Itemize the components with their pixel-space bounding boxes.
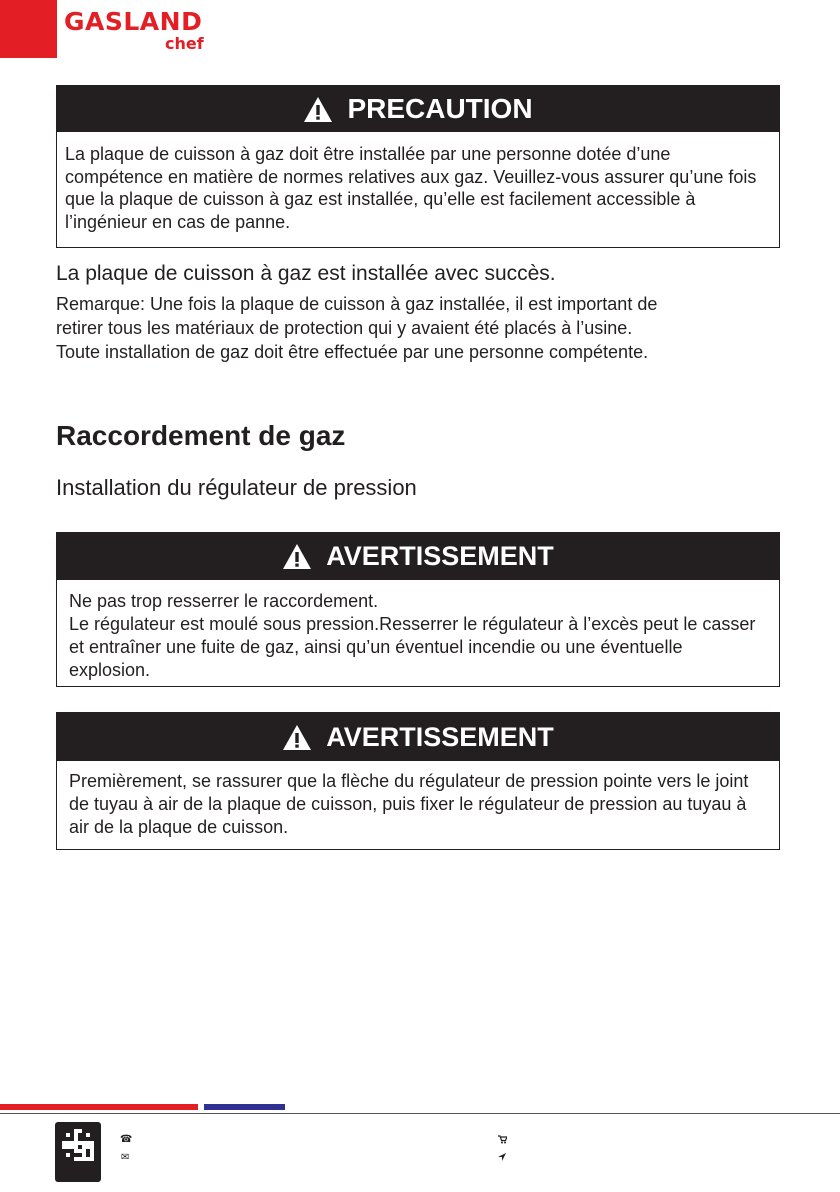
brand-sub: chef — [165, 34, 204, 53]
warning-text-1a: Ne pas trop resserrer le raccordement. — [69, 591, 379, 611]
footer-divider — [0, 1113, 840, 1114]
warning-header-1 — [57, 533, 779, 580]
warning-icon — [303, 96, 333, 123]
warning-header-2 — [57, 713, 779, 761]
brand-name: GASLAND — [64, 7, 203, 36]
phone-icon: ☎ — [120, 1134, 133, 1145]
brand-logo — [64, 7, 204, 53]
warning-icon — [282, 543, 312, 570]
remark-line: Remarque: Une fois la plaque de cuisson à gaz installée, il est important de — [56, 294, 658, 314]
mail-icon: ✉ — [121, 1152, 130, 1163]
remark-block — [56, 292, 657, 364]
precaution-header — [57, 86, 779, 132]
warning-text-2: Premièrement, se rassurer que la flèche du régulateur de pression pointe vers le joint de tuyau à air de la plaque de cuisson, puis fixer le régulateur de pression au tuyau à air de la plaque de cuisson. — [69, 771, 749, 837]
warning-icon — [282, 724, 312, 751]
footer-bar-red — [0, 1104, 198, 1110]
remark-line: retirer tous les matériaux de protection qui y avaient été placés à l’usine. — [56, 318, 633, 338]
success-title: La plaque de cuisson à gaz est installée avec succès. — [56, 262, 556, 285]
qr-code[interactable] — [55, 1122, 101, 1182]
remark-line: Toute installation de gaz doit être effectuée par une personne compétente. — [56, 342, 649, 362]
warning-title-1: AVERTISSEMENT — [326, 541, 554, 571]
warning-box-1 — [56, 532, 780, 687]
warning-text-1b: Le régulateur est moulé sous pression.Resserrer le régulateur à l’excès peut le casser et entraîner une fuite de gaz, ainsi qu’un éventuel incendie ou une éventuelle explosion. — [69, 614, 756, 680]
cart-icon — [497, 1134, 507, 1148]
precaution-text: La plaque de cuisson à gaz doit être installée par une personne dotée d’une compétence en matière de normes relatives aux gaz. Veuillez-vous assurer qu’une fois que la plaque de cuisson à gaz est installée, qu’elle est facilement accessible à l’ingénieur en cas de panne. — [65, 144, 757, 232]
warning-title-2: AVERTISSEMENT — [326, 721, 554, 752]
qr-pattern — [62, 1129, 94, 1161]
location-icon — [497, 1152, 507, 1166]
footer-bar-blue — [204, 1104, 285, 1110]
brand-tab — [0, 0, 57, 58]
precaution-box — [56, 85, 780, 248]
precaution-title: PRECAUTION — [347, 93, 533, 124]
warning-box-2 — [56, 712, 780, 850]
section-title: Raccordement de gaz — [56, 420, 346, 451]
subsection-title: Installation du régulateur de pression — [56, 475, 417, 500]
